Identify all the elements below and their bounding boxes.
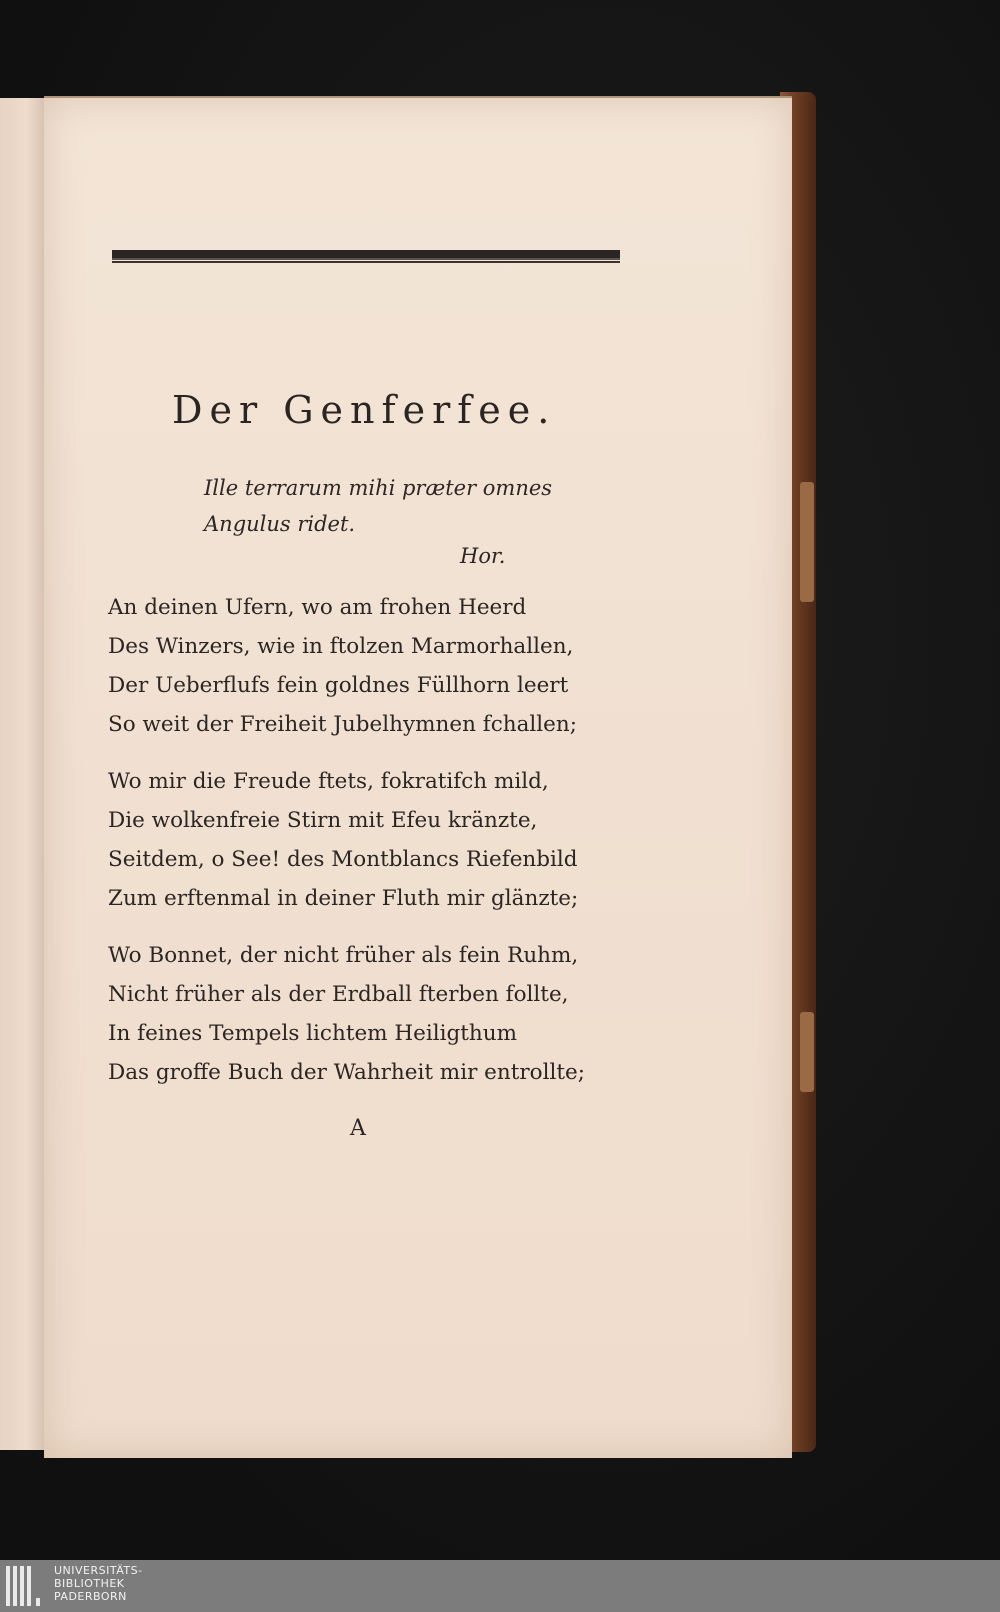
motto-line-1: Ille terrarum mihi præter omnes (204, 476, 553, 500)
verse-line: Die wolkenfreie Stirn mit Efeu kränzte, (108, 808, 538, 833)
verse-line: Des Winzers, wie in ftolzen Marmorhallen, (108, 634, 574, 659)
library-logo-icon (6, 1566, 46, 1606)
motto-line-2: Angulus ridet. (204, 512, 356, 536)
verse-line: Das groffe Buch der Wahrheit mir entrollte; (108, 1060, 585, 1085)
verse-line: So weit der Freiheit Jubelhymnen fchallen; (108, 712, 577, 737)
facing-page-edge (0, 98, 46, 1450)
verse-line: Seitdem, o See! des Montblancs Riefenbild (108, 847, 578, 872)
stanza-3 (108, 936, 668, 1092)
book-page (44, 96, 792, 1458)
header-rule-thin (112, 261, 620, 263)
verse-line: Wo Bonnet, der nicht früher als fein Ruhm, (108, 943, 579, 968)
poem-title: Der Genferfee. (172, 388, 557, 432)
header-rule (112, 250, 620, 260)
stanza-1 (108, 588, 668, 744)
verse-line: Nicht früher als der Erdball fterben follte, (108, 982, 569, 1007)
library-footer-bar (0, 1560, 1000, 1612)
verse-line: An deinen Ufern, wo am frohen Heerd (108, 595, 527, 620)
verse-line: Der Ueberflufs fein goldnes Füllhorn leert (108, 673, 569, 698)
motto-attribution: Hor. (460, 544, 506, 568)
verse-line: In feines Tempels lichtem Heiligthum (108, 1021, 517, 1046)
printer-signature: A (350, 1116, 366, 1141)
verse-line: Wo mir die Freude ftets, fokratifch mild, (108, 769, 549, 794)
stanza-2 (108, 762, 668, 918)
verse-line: Zum erftenmal in deiner Fluth mir glänzte; (108, 886, 579, 911)
library-logo-text: UNIVERSITÄTS- BIBLIOTHEK PADERBORN (54, 1564, 143, 1603)
